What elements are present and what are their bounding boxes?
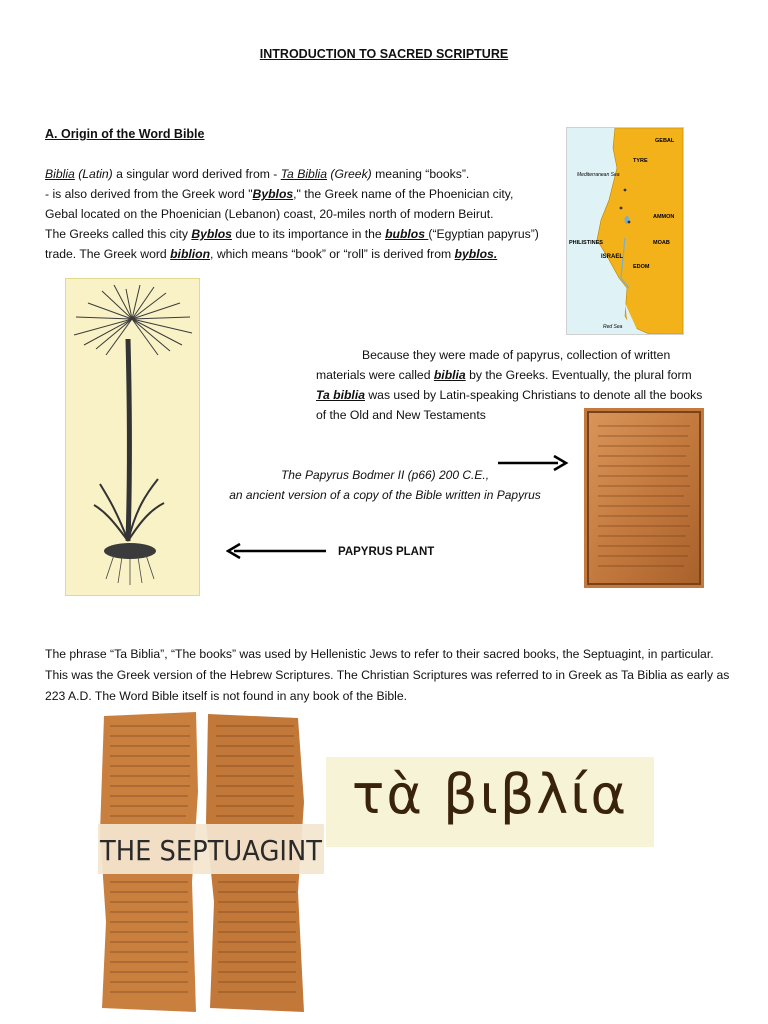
septuagint-svg [98, 712, 324, 1012]
map-label-gebal: GEBAL [655, 138, 675, 144]
papyrus-caption [200, 465, 570, 505]
term-byblos: Byblos [252, 187, 294, 201]
section-heading: A. Origin of the Word Bible [45, 127, 205, 141]
origin-line-4 [45, 224, 555, 244]
septuagint-image-label: THE SEPTUAGINT [99, 834, 323, 867]
map-label-edom: EDOM [633, 264, 650, 270]
caption-line-2: an ancient version of a copy of the Bible written in Papyrus [229, 488, 541, 502]
papyrus-bodmer-image [584, 408, 704, 588]
septuagint-paragraph: The phrase “Ta Biblia”, “The books” was used by Hellenistic Jews to refer to their sacred books, the Septuagint, in particular. This was the Greek version of the Hebrew Scriptures. The Christian Scriptures was referred to in Greek as Ta Biblia as early as 223 A.D. The Word Bible itself is not found in any book of the Bible. [45, 647, 730, 703]
text-span: by the Greeks. Eventually, the plural form [465, 368, 692, 382]
text-span: ," the Greek name of the Phoenician city, [293, 187, 514, 201]
origin-line-1 [45, 164, 555, 184]
term-byblos: byblos. [454, 247, 498, 261]
term-ta-biblia: Ta Biblia [280, 167, 328, 181]
origin-paragraph [45, 164, 555, 264]
codex-svg [584, 408, 704, 588]
plant-svg [66, 279, 199, 595]
term-greek: (Greek) [327, 167, 372, 181]
map-label-israel: ISRAEL [601, 254, 624, 260]
text-span: , which means “book” or “roll” is derived from [210, 247, 455, 261]
map-label-philistines: PHILISTINES [569, 240, 603, 246]
text-span: - is also derived from the Greek word " [45, 187, 253, 201]
term-biblion: biblion [170, 247, 211, 261]
page-title: INTRODUCTION TO SACRED SCRIPTURE [259, 47, 509, 61]
text-span: trade. The Greek word [45, 247, 171, 261]
papyrus-line-1: Because they were made of papyrus, collection of written [362, 348, 671, 362]
septuagint-image [98, 712, 324, 1012]
map-svg [567, 128, 683, 334]
greek-title: τὰ βιβλία [351, 763, 629, 826]
map-label-moab: MOAB [653, 240, 670, 246]
term-ta-biblia: Ta biblia [316, 388, 365, 402]
origin-line-3: Gebal located on the Phoenician (Lebanon) coast, 20-miles north of modern Beirut. [45, 207, 494, 221]
papyrus-plant-image [65, 278, 200, 596]
map-label-sea: Mediterranean Sea [577, 172, 620, 178]
text-span: due to its importance in the [231, 227, 386, 241]
papyrus-line-2 [316, 365, 721, 385]
term-byblos: Byblos [191, 227, 232, 241]
text-span: The Greeks called this city [45, 227, 192, 241]
origin-line-5 [45, 244, 555, 264]
text-span: (“Egyptian papyrus”) [428, 227, 539, 241]
text-span: was used by Latin-speaking Christians to denote all the books [364, 388, 703, 402]
text-span: meaning “books”. [371, 167, 470, 181]
map-label-ammon: AMMON [653, 214, 675, 220]
text-span: materials were called [316, 368, 434, 382]
map-label-red-sea: Red Sea [603, 324, 623, 330]
term-biblia: Biblia [45, 167, 75, 181]
term-biblia: biblia [433, 368, 466, 382]
ta-biblia-image [326, 757, 654, 847]
papyrus-line-3 [316, 385, 721, 405]
origin-line-2 [45, 184, 555, 204]
term-latin: (Latin) [74, 167, 113, 181]
papyrus-line-4: of the Old and New Testaments [316, 408, 486, 422]
map-image [566, 127, 684, 335]
caption-line-1: The Papyrus Bodmer II (p66) 200 C.E., [280, 468, 490, 482]
map-label-tyre: TYRE [633, 158, 648, 164]
text-span: a singular word derived from - [112, 167, 281, 181]
term-bublos: bublos [385, 227, 429, 241]
arrow-left-icon [226, 542, 326, 560]
papyrus-plant-label: PAPYRUS PLANT [338, 546, 435, 558]
